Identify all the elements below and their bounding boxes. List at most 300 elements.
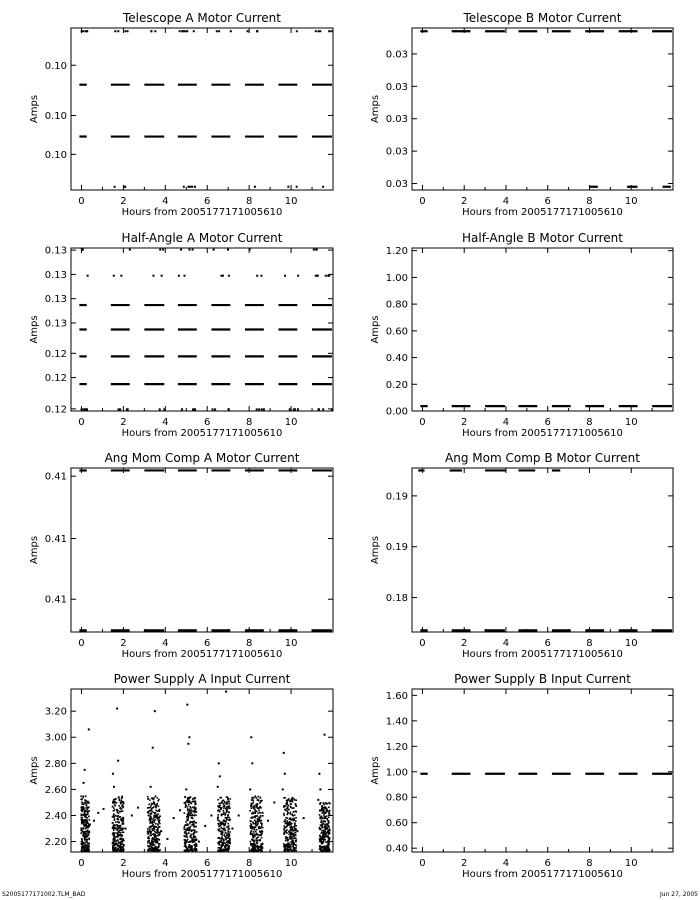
cluster-point [153, 826, 155, 828]
cluster-point [324, 824, 326, 826]
x-tick-label: 8 [245, 417, 253, 428]
cluster-point [147, 833, 149, 835]
cluster-point [84, 835, 86, 837]
cluster-point [114, 804, 116, 806]
cluster-point [295, 832, 297, 834]
cluster-point [154, 804, 156, 806]
cluster-point [159, 826, 161, 828]
cluster-point [319, 827, 321, 829]
data-point [217, 786, 219, 788]
cluster-point [82, 819, 84, 821]
cluster-point [255, 831, 257, 833]
cluster-point [190, 809, 192, 811]
cluster-point [86, 809, 88, 811]
cluster-point [322, 802, 324, 804]
cluster-point [295, 850, 297, 852]
cluster-point [295, 799, 297, 801]
cluster-point [227, 802, 229, 804]
cluster-point [286, 817, 288, 819]
cluster-point [148, 831, 150, 833]
cluster-point [190, 826, 192, 828]
data-point [319, 30, 321, 32]
cluster-point [151, 828, 153, 830]
y-tick-label: 0.13 [44, 294, 67, 306]
cluster-point [194, 822, 196, 824]
cluster-point [218, 829, 220, 831]
cluster-point [219, 847, 221, 849]
panel-7 [29, 672, 333, 880]
cluster-point [80, 795, 82, 797]
x-tick-label: 10 [624, 858, 638, 869]
cluster-point [320, 821, 322, 823]
cluster-point [115, 825, 117, 827]
cluster-point [319, 809, 321, 811]
data-point [178, 275, 180, 277]
cluster-point [326, 818, 328, 820]
data-point [187, 186, 189, 188]
cluster-point [293, 847, 295, 849]
cluster-point [149, 818, 151, 820]
cluster-point [117, 821, 119, 823]
cluster-point [260, 820, 262, 822]
cluster-point [285, 836, 287, 838]
cluster-point [122, 841, 124, 843]
data-point [117, 30, 119, 32]
cluster-point [157, 817, 159, 819]
cluster-point [81, 841, 83, 843]
cluster-point [225, 832, 227, 834]
cluster-point [189, 844, 191, 846]
data-point [114, 30, 116, 32]
cluster-point [152, 825, 154, 827]
data-point [97, 812, 99, 814]
cluster-point [326, 815, 328, 817]
data-point [124, 186, 126, 188]
cluster-point [112, 839, 114, 841]
cluster-point [157, 832, 159, 834]
cluster-point [286, 826, 288, 828]
cluster-point [194, 846, 196, 848]
y-tick-label: 0.60 [385, 818, 408, 830]
cluster-point [252, 850, 254, 852]
cluster-point [323, 804, 325, 806]
cluster-point [190, 835, 192, 837]
cluster-point [196, 831, 198, 833]
y-tick-label: 2.80 [44, 758, 67, 770]
cluster-point [153, 822, 155, 824]
x-axis-label: Hours from 2005177171005610 [462, 869, 623, 880]
x-tick-label: 10 [624, 417, 638, 428]
cluster-point [81, 803, 83, 805]
cluster-point [329, 849, 331, 851]
cluster-point [288, 850, 290, 852]
data-point [131, 814, 133, 816]
plot-frame [71, 468, 333, 632]
y-tick-label: 2.60 [44, 784, 67, 796]
x-tick-label: 8 [245, 638, 253, 649]
cluster-point [323, 818, 325, 820]
data-point [258, 408, 260, 410]
cluster-point [81, 802, 83, 804]
x-tick-label: 8 [586, 417, 593, 428]
data-point [249, 788, 251, 790]
cluster-point [183, 826, 185, 828]
cluster-point [283, 843, 285, 845]
cluster-point [159, 849, 161, 851]
cluster-point [114, 819, 116, 821]
cluster-point [89, 832, 91, 834]
cluster-point [84, 839, 86, 841]
cluster-point [229, 833, 231, 835]
cluster-point [120, 829, 122, 831]
y-tick-label: 0.03 [385, 179, 408, 191]
cluster-point [321, 832, 323, 834]
x-tick-label: 2 [461, 638, 468, 649]
cluster-point [288, 799, 290, 801]
data-point [294, 408, 296, 410]
cluster-point [220, 848, 222, 850]
cluster-point [83, 832, 85, 834]
cluster-point [321, 836, 323, 838]
cluster-point [122, 828, 124, 830]
cluster-point [148, 836, 150, 838]
cluster-point [193, 820, 195, 822]
cluster-point [250, 817, 252, 819]
cluster-point [255, 807, 257, 809]
cluster-point [151, 840, 153, 842]
cluster-point [156, 847, 158, 849]
x-tick-label: 4 [162, 417, 169, 428]
cluster-point [88, 816, 90, 818]
cluster-point [226, 845, 228, 847]
cluster-point [150, 832, 152, 834]
y-tick-label: 0.41 [44, 471, 67, 483]
cluster-point [250, 844, 252, 846]
cluster-point [327, 835, 329, 837]
cluster-point [193, 833, 195, 835]
cluster-point [295, 805, 297, 807]
cluster-point [156, 804, 158, 806]
cluster-point [184, 812, 186, 814]
plot-frame [412, 689, 673, 852]
cluster-point [294, 827, 296, 829]
cluster-point [190, 848, 192, 850]
cluster-point [219, 841, 221, 843]
cluster-point [193, 836, 195, 838]
cluster-point [186, 800, 188, 802]
cluster-point [258, 827, 260, 829]
cluster-point [325, 848, 327, 850]
cluster-point [151, 849, 153, 851]
cluster-point [220, 803, 222, 805]
cluster-point [260, 849, 262, 851]
cluster-point [153, 841, 155, 843]
data-point [273, 801, 275, 803]
cluster-point [285, 840, 287, 842]
cluster-point [290, 807, 292, 809]
cluster-point [115, 850, 117, 852]
cluster-point [226, 810, 228, 812]
cluster-point [81, 817, 83, 819]
cluster-point [195, 815, 197, 817]
cluster-point [153, 850, 155, 852]
data-point [315, 275, 317, 277]
cluster-point [191, 837, 193, 839]
cluster-point [150, 805, 152, 807]
x-tick-label: 2 [461, 858, 468, 869]
data-point [330, 30, 332, 32]
cluster-point [228, 801, 230, 803]
cluster-point [217, 819, 219, 821]
cluster-point [295, 810, 297, 812]
cluster-point [147, 798, 149, 800]
cluster-point [158, 839, 160, 841]
data-point [81, 30, 83, 32]
cluster-point [257, 845, 259, 847]
data-point [113, 275, 115, 277]
cluster-point [120, 802, 122, 804]
cluster-point [324, 833, 326, 835]
cluster-point [84, 799, 86, 801]
cluster-point [151, 818, 153, 820]
cluster-point [187, 810, 189, 812]
cluster-point [155, 841, 157, 843]
cluster-point [285, 838, 287, 840]
cluster-point [151, 843, 153, 845]
cluster-point [257, 837, 259, 839]
cluster-point [322, 823, 324, 825]
cluster-point [82, 806, 84, 808]
cluster-point [256, 829, 258, 831]
cluster-point [190, 807, 192, 809]
data-point [81, 249, 83, 251]
cluster-point [117, 829, 119, 831]
cluster-point [254, 849, 256, 851]
x-tick-label: 4 [162, 196, 169, 207]
cluster-point [121, 805, 123, 807]
cluster-point [287, 843, 289, 845]
cluster-point [154, 831, 156, 833]
data-point [162, 249, 164, 251]
cluster-point [228, 805, 230, 807]
cluster-point [295, 817, 297, 819]
panel-1 [29, 11, 333, 218]
cluster-point [323, 845, 325, 847]
cluster-point [81, 839, 83, 841]
y-tick-label: 0.20 [385, 379, 408, 391]
cluster-point [295, 829, 297, 831]
x-tick-label: 0 [78, 196, 85, 207]
cluster-point [328, 838, 330, 840]
cluster-point [159, 815, 161, 817]
cluster-point [194, 829, 196, 831]
cluster-point [194, 815, 196, 817]
x-axis-label: Hours from 2005177171005610 [462, 428, 623, 439]
data-point [331, 408, 333, 410]
plot-frame [412, 248, 673, 411]
cluster-point [115, 821, 117, 823]
data-point [317, 799, 319, 801]
cluster-point [196, 844, 198, 846]
data-point [296, 186, 298, 188]
cluster-point [283, 821, 285, 823]
cluster-point [219, 825, 221, 827]
cluster-point [260, 822, 262, 824]
data-point [230, 30, 232, 32]
x-tick-label: 6 [204, 196, 211, 207]
cluster-point [83, 833, 85, 835]
cluster-point [287, 809, 289, 811]
cluster-point [190, 849, 192, 851]
footer-filename: S2005177171002.TLM_BAD [2, 891, 86, 898]
data-point [282, 788, 284, 790]
cluster-point [260, 844, 262, 846]
y-tick-label: 0.40 [385, 843, 408, 855]
cluster-point [252, 828, 254, 830]
cluster-point [189, 815, 191, 817]
y-tick-label: 0.19 [385, 491, 408, 503]
cluster-point [283, 825, 285, 827]
cluster-point [116, 836, 118, 838]
cluster-point [223, 840, 225, 842]
y-tick-label: 0.60 [385, 326, 408, 338]
data-point [325, 275, 327, 277]
cluster-point [81, 799, 83, 801]
cluster-point [185, 806, 187, 808]
x-tick-label: 2 [120, 196, 127, 207]
cluster-point [328, 833, 330, 835]
cluster-point [159, 820, 161, 822]
cluster-point [295, 845, 297, 847]
cluster-point [87, 829, 89, 831]
x-tick-label: 4 [502, 858, 510, 869]
cluster-point [82, 796, 84, 798]
y-tick-label: 0.10 [44, 60, 67, 72]
cluster-point [252, 839, 254, 841]
cluster-point [292, 841, 294, 843]
data-point [117, 760, 119, 762]
cluster-point [293, 818, 295, 820]
cluster-point [321, 809, 323, 811]
cluster-point [84, 811, 86, 813]
cluster-point [291, 807, 293, 809]
cluster-point [225, 836, 227, 838]
cluster-point [154, 835, 156, 837]
data-point [124, 30, 126, 32]
cluster-point [84, 843, 86, 845]
data-point [185, 788, 187, 790]
cluster-point [84, 802, 86, 804]
cluster-point [288, 834, 290, 836]
data-point [256, 30, 258, 32]
cluster-point [286, 820, 288, 822]
cluster-point [290, 831, 292, 833]
cluster-point [327, 810, 329, 812]
cluster-point [86, 825, 88, 827]
cluster-point [220, 809, 222, 811]
plot-frame [71, 28, 333, 190]
data-point [159, 249, 161, 251]
data-point [256, 275, 258, 277]
cluster-point [188, 804, 190, 806]
cluster-point [225, 848, 227, 850]
data-point [127, 30, 129, 32]
cluster-point [327, 828, 329, 830]
cluster-point [252, 836, 254, 838]
cluster-point [254, 809, 256, 811]
cluster-point [118, 805, 120, 807]
cluster-point [217, 817, 219, 819]
y-tick-label: 1.20 [385, 741, 408, 753]
x-tick-label: 4 [502, 417, 510, 428]
cluster-point [193, 800, 195, 802]
cluster-point [259, 802, 261, 804]
data-point [152, 747, 154, 749]
cluster-point [120, 808, 122, 810]
cluster-point [285, 819, 287, 821]
cluster-point [319, 840, 321, 842]
cluster-point [82, 808, 84, 810]
y-tick-label: 0.03 [385, 146, 408, 158]
cluster-point [158, 822, 160, 824]
data-point [87, 275, 89, 277]
cluster-point [260, 831, 262, 833]
cluster-point [328, 829, 330, 831]
data-point [228, 275, 230, 277]
x-axis-label: Hours from 2005177171005610 [121, 428, 283, 439]
cluster-point [328, 812, 330, 814]
data-point [284, 275, 286, 277]
cluster-point [325, 841, 327, 843]
cluster-point [184, 825, 186, 827]
cluster-point [328, 810, 330, 812]
x-tick-label: 10 [284, 196, 298, 207]
cluster-point [86, 848, 88, 850]
cluster-point [255, 846, 257, 848]
x-tick-label: 4 [162, 858, 169, 869]
cluster-point [287, 812, 289, 814]
cluster-point [158, 799, 160, 801]
cluster-point [250, 821, 252, 823]
data-point [260, 275, 262, 277]
cluster-point [117, 818, 119, 820]
cluster-point [114, 838, 116, 840]
cluster-point [185, 804, 187, 806]
cluster-point [186, 849, 188, 851]
cluster-point [123, 823, 125, 825]
data-point [181, 408, 183, 410]
data-point [188, 249, 190, 251]
cluster-point [320, 848, 322, 850]
cluster-point [255, 844, 257, 846]
cluster-point [122, 810, 124, 812]
panel-title: Ang Mom Comp B Motor Current [445, 451, 640, 465]
cluster-point [257, 839, 259, 841]
cluster-point [295, 840, 297, 842]
cluster-point [326, 835, 328, 837]
cluster-point [112, 822, 114, 824]
panel-title: Power Supply A Input Current [113, 672, 291, 686]
x-tick-label: 0 [419, 638, 426, 649]
cluster-point [228, 817, 230, 819]
cluster-point [224, 828, 226, 830]
cluster-point [151, 823, 153, 825]
cluster-point [284, 797, 286, 799]
data-point [316, 249, 318, 251]
cluster-point [323, 850, 325, 852]
data-point [210, 814, 212, 816]
cluster-point [219, 823, 221, 825]
